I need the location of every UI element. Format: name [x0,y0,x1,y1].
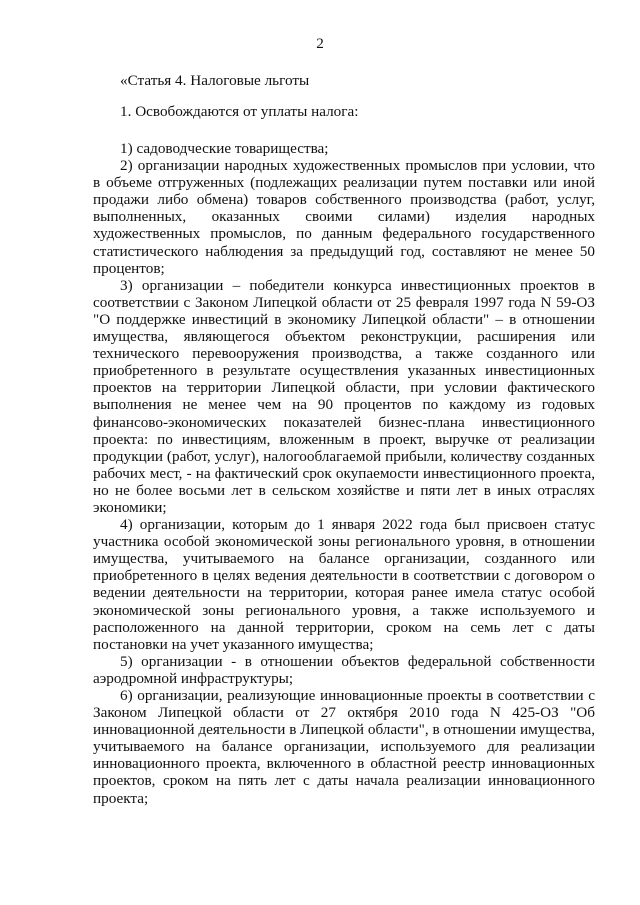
clause-1-heading: 1. Освобождаются от уплаты налога: [120,103,359,120]
page-number: 2 [316,35,324,52]
article-title: «Статья 4. Налоговые льготы [120,72,310,89]
list-item: 4) организации, которым до 1 января 2022 года был присвоен статус участника особой экономической зоны регионального уровня, в отношении имущества, учитываемого на балансе организации, созданного или приобретенного в целях ведения деятельности в соответствии с договором о ведении деятельности на территории, которая ранее имела статус особой экономической зоны регионального уровня, а также используемого и расположенного на данной территории, сроком на семь лет с даты постановки на учет указанного имущества; [93,516,595,653]
benefit-list [93,140,595,807]
list-item: 1) садоводческие товарищества; [120,140,329,157]
list-item: 3) организации – победители конкурса инвестиционных проектов в соответствии с Законом Липецкой области от 25 февраля 1997 года N 59-ОЗ "О поддержке инвестиций в экономику Липецкой области" – в отношении имущества, являющегося объектом реконструкции, расширения или технического перевооружения производства, а также созданного или приобретенного в результате осуществления указанных инвестиционных проектов на территории Липецкой области, при условии фактического выполнения не менее чем на 90 процентов по каждому из годовых финансово-экономических показателей бизнес-плана инвестиционного проекта: по инвестициям, вложенным в проект, выручке от реализации продукции (работ, услуг), налогооблагаемой прибыли, количеству созданных рабочих мест, - на фактический срок окупаемости инвестиционного проекта, но не более восьми лет в сельском хозяйстве и пяти лет в иных отраслях экономики; [93,276,595,516]
list-item: 2) организации народных художественных промыслов при условии, что в объеме отгруженных (подлежащих реализации путем поставки или иной продажи либо обмена) товаров собственного производства (работ, услуг, выполненных, оказанных своими силами) изделия народных художественных промыслов, по данным федерального государственного статистического наблюдения за предыдущий год, составляют не менее 50 процентов; [93,157,595,277]
list-item: 5) организации - в отношении объектов федеральной собственности аэродромной инфраструктуры; [93,652,595,687]
list-item: 6) организации, реализующие инновационные проекты в соответствии с Законом Липецкой области от 27 октября 2010 года N 425-ОЗ "Об инновационной деятельности в Липецкой области", в отношении имущества, учитываемого на балансе организации, используемого для реализации инновационного проекта, включенного в областной реестр инновационных проектов, сроком на пять лет с даты начала реализации инновационного проекта; [93,687,595,807]
